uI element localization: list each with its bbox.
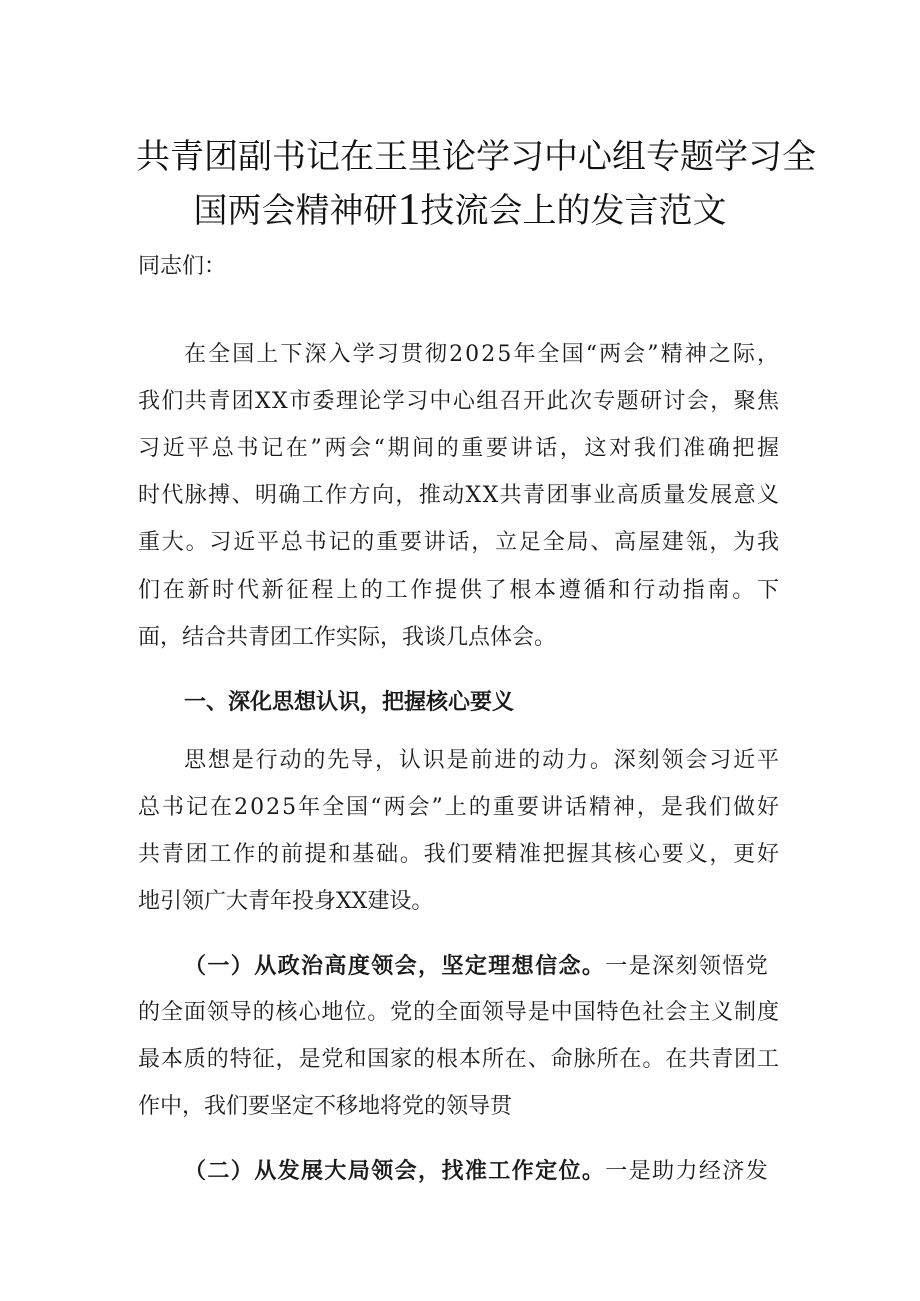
section-body-line: 总书记在2025年全国“两会”上的重要讲话精神，是我们做好 [138, 795, 782, 820]
subsection-2-heading: （二）从发展大局领会，找准工作定位。 [184, 1158, 606, 1184]
section-body-line: 地引领广大青年投身XX建设。 [138, 889, 434, 914]
subsection-1-line: 的全面领导的核心地位。党的全面领导是中国特色社会主义制度 [138, 1000, 780, 1025]
document-title-line-1: 共青团副书记在王里论学习中心组专题学习全 [136, 137, 816, 177]
section-body-line: 思想是行动的先导，认识是前进的动力。深刻领会习近平 [184, 748, 781, 773]
title-line-2-part-b: 技流会上的发言范文 [420, 191, 727, 231]
subsection-2-first-line [184, 1147, 769, 1196]
title-line-2-part-a: 国两会精神研 [193, 191, 398, 231]
subsection-1-lead: 一是深刻领悟党 [605, 954, 770, 979]
section-body-line: 共青团工作的前提和基础。我们要精准把握其核心要义，更好 [138, 842, 781, 867]
intro-line: 我们共青团XX市委理论学习中心组召开此次专题研讨会，聚焦 [138, 389, 781, 414]
subsection-2-lead: 一是助力经济发 [605, 1159, 770, 1184]
subsection-1-line: 最本质的特征，是党和国家的根本所在、命脉所在。在共青团工 [138, 1047, 780, 1072]
salutation: 同志们： [138, 254, 227, 279]
subsection-1-heading: （一）从政治高度领会，坚定理想信念。 [184, 953, 606, 979]
section-heading: 一、深化思想认识，把握核心要义 [184, 689, 515, 715]
intro-line: 时代脉搏、明确工作方向，推动XX共青团事业高质量发展意义 [138, 483, 781, 508]
intro-line: 面，结合共青团工作实际，我谈几点体会。 [138, 625, 557, 650]
intro-line: 在全国上下深入学习贯彻2025年全国“两会”精神之际， [184, 342, 782, 367]
intro-line: 重大。习近平总书记的重要讲话，立足全局、高屋建瓴，为我 [138, 530, 781, 555]
document-title-line-2 [136, 180, 784, 240]
intro-line: 们在新时代新征程上的工作提供了根本遵循和行动指南。下 [138, 578, 782, 603]
title-line-2-glyph: 1 [397, 183, 421, 234]
subsection-1-first-line [184, 942, 769, 991]
subsection-1-line: 作中，我们要坚定不移地将党的领导贯 [138, 1094, 513, 1119]
intro-line: 习近平总书记在”两会“期间的重要讲话，这对我们准确把握 [138, 436, 782, 461]
